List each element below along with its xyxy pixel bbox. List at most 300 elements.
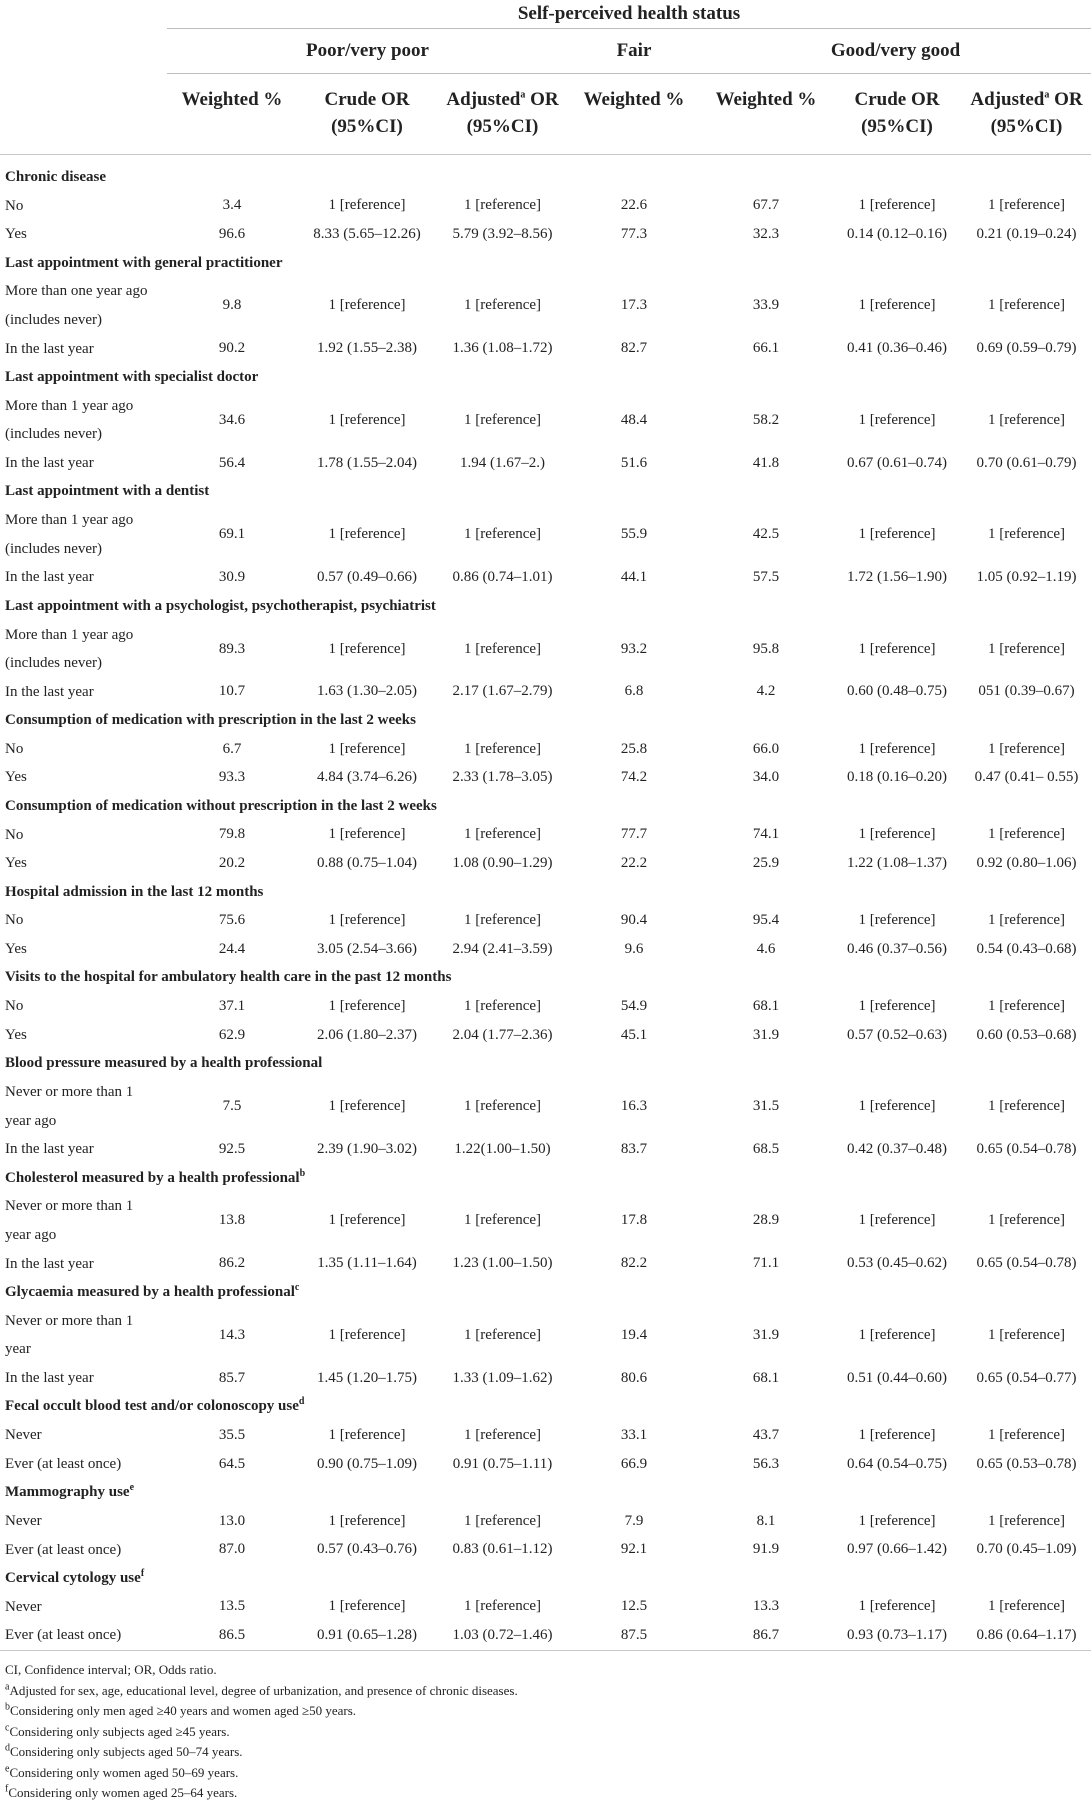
col-header-weighted — [568, 74, 700, 155]
table-cell: 31.9 — [752, 1326, 780, 1343]
row-label — [0, 1507, 167, 1536]
footnotes — [5, 1660, 1085, 1804]
table-cell: 32.3 — [752, 225, 780, 242]
table-cell: 1 [reference] — [328, 1212, 406, 1229]
table-row — [0, 563, 1091, 592]
table-row — [0, 192, 1091, 221]
table-cell: 87.5 — [620, 1627, 648, 1644]
table-row — [0, 449, 1091, 478]
table-cell: 68.1 — [752, 998, 780, 1015]
category-title — [0, 792, 1091, 821]
table-cell: 2.17 (1.67–2.79) — [452, 683, 553, 700]
category-row — [0, 1478, 1091, 1507]
table-row — [0, 392, 1091, 449]
table-cell: 1 [reference] — [987, 297, 1065, 314]
table-cell: 1.92 (1.55–2.38) — [317, 340, 417, 357]
table-cell: 13.5 — [218, 1598, 246, 1615]
table-cell: 2.94 (2.41–3.59) — [452, 940, 553, 957]
row-label — [0, 1364, 167, 1393]
row-label-line: In the last year — [5, 1255, 94, 1272]
footnote-marker: f — [5, 1783, 9, 1795]
table-cell: 96.6 — [218, 225, 246, 242]
table-cell: 1 [reference] — [328, 998, 406, 1015]
footnote-line — [5, 1660, 1085, 1681]
table-cell: 0.86 (0.64–1.17) — [976, 1627, 1077, 1644]
table-cell: 0.88 (0.75–1.04) — [317, 855, 417, 872]
category-title — [0, 1278, 1091, 1307]
row-label-line: (includes never) — [5, 311, 103, 328]
table-cell: 1 [reference] — [987, 912, 1065, 929]
table-cell: 25.8 — [620, 740, 648, 757]
table-cell: 1.35 (1.11–1.64) — [317, 1255, 417, 1272]
table-cell: 6.8 — [624, 683, 644, 700]
row-label — [0, 563, 167, 592]
status-header-good: Good/very good — [700, 29, 1091, 74]
table-cell: 1 [reference] — [463, 1512, 541, 1529]
category-title-text: Consumption of medication with prescription in the last 2 weeks — [5, 712, 416, 729]
table-cell: 12.5 — [620, 1598, 648, 1615]
table-row — [0, 935, 1091, 964]
table-cell: 37.1 — [218, 998, 246, 1015]
table-cell: 31.5 — [752, 1098, 780, 1115]
table-cell: 0.65 (0.54–0.78) — [976, 1255, 1077, 1272]
label-column-header — [0, 74, 167, 155]
table-cell: 0.60 (0.48–0.75) — [847, 683, 947, 700]
table-cell: 31.9 — [752, 1026, 780, 1043]
table-cell: 1 [reference] — [987, 526, 1065, 543]
table-cell: 1.08 (0.90–1.29) — [452, 855, 553, 872]
table-cell: 77.3 — [620, 225, 648, 242]
table-cell: 0.65 (0.54–0.77) — [976, 1369, 1077, 1386]
row-label-line: In the last year — [5, 569, 94, 586]
col-header-crude-line2: (95%CI) — [331, 116, 403, 137]
table-cell: 1 [reference] — [328, 640, 406, 657]
table-cell: 33.1 — [620, 1426, 648, 1443]
table-cell: 0.57 (0.52–0.63) — [847, 1026, 947, 1043]
col-header-adjusted-or — [437, 74, 568, 155]
table-cell: 24.4 — [218, 940, 246, 957]
table-cell: 0.97 (0.66–1.42) — [847, 1541, 947, 1558]
table-row — [0, 1192, 1091, 1249]
table-cell: 0.70 (0.61–0.79) — [976, 454, 1077, 471]
table-cell: 1 [reference] — [858, 1426, 936, 1443]
table-cell: 92.5 — [218, 1140, 246, 1157]
table-cell: 58.2 — [752, 411, 780, 428]
table-row — [0, 1536, 1091, 1565]
row-label — [0, 192, 167, 221]
table-cell: 1 [reference] — [328, 1598, 406, 1615]
table-cell: 1 [reference] — [987, 1326, 1065, 1343]
row-label-line: Yes — [5, 1026, 27, 1043]
table-cell: 9.8 — [222, 297, 242, 314]
table-cell: 0.65 (0.53–0.78) — [976, 1455, 1077, 1472]
table-cell: 1 [reference] — [858, 297, 936, 314]
category-title — [0, 878, 1091, 907]
table-cell: 13.0 — [218, 1512, 246, 1529]
category-title — [0, 592, 1091, 621]
col-header-adjusted-line1b: OR — [525, 89, 559, 110]
category-title — [0, 155, 1091, 192]
row-label — [0, 821, 167, 850]
table-cell: 4.84 (3.74–6.26) — [317, 769, 417, 786]
category-title — [0, 249, 1091, 278]
table-cell: 1 [reference] — [328, 197, 406, 214]
table-cell: 1 [reference] — [858, 411, 936, 428]
category-title-text: Glycaemia measured by a health professional — [5, 1283, 295, 1300]
table-cell: 1 [reference] — [987, 1212, 1065, 1229]
col-header-crude-line2: (95%CI) — [861, 116, 933, 137]
row-label — [0, 1593, 167, 1622]
footnote-text: Considering only subjects aged 50–74 years. — [10, 1744, 243, 1759]
row-label-line: In the last year — [5, 1369, 94, 1386]
table-cell: 33.9 — [752, 297, 780, 314]
table-cell: 051 (0.39–0.67) — [978, 683, 1075, 700]
category-title-text: Last appointment with a dentist — [5, 483, 210, 500]
table-cell: 79.8 — [218, 826, 246, 843]
category-title-text: Consumption of medication without prescription in the last 2 weeks — [5, 797, 437, 814]
row-label-line: (includes never) — [5, 426, 103, 443]
category-row — [0, 1393, 1091, 1422]
category-title-text: Last appointment with a psychologist, psychotherapist, psychiatrist — [5, 597, 436, 614]
category-row — [0, 1278, 1091, 1307]
footnote-marker: c — [5, 1722, 10, 1734]
row-label — [0, 220, 167, 249]
footnote-line — [5, 1722, 1085, 1743]
category-title-text: Cervical cytology use — [5, 1569, 141, 1586]
footnote-marker: e — [5, 1763, 10, 1775]
table-cell: 1 [reference] — [463, 297, 541, 314]
table-cell: 68.5 — [752, 1140, 780, 1157]
table-cell: 69.1 — [218, 526, 246, 543]
table-row — [0, 763, 1091, 792]
row-label — [0, 1021, 167, 1050]
table-cell: 0.70 (0.45–1.09) — [976, 1541, 1077, 1558]
footnote-line — [5, 1701, 1085, 1722]
footnote-text: Considering only women aged 50–69 years. — [9, 1764, 239, 1780]
table-row — [0, 992, 1091, 1021]
table-row — [0, 1593, 1091, 1622]
table-cell: 92.1 — [620, 1541, 648, 1558]
table-cell: 68.1 — [752, 1369, 780, 1386]
table-cell: 7.9 — [624, 1512, 644, 1529]
table-cell: 1 [reference] — [463, 826, 541, 843]
table-cell: 1 [reference] — [463, 998, 541, 1015]
table-cell: 1 [reference] — [987, 740, 1065, 757]
table-cell: 1.23 (1.00–1.50) — [452, 1255, 553, 1272]
table-row — [0, 1364, 1091, 1393]
table-row — [0, 1421, 1091, 1450]
table-cell: 3.4 — [222, 197, 242, 214]
table-cell: 93.3 — [218, 769, 246, 786]
table-cell: 90.2 — [218, 340, 246, 357]
row-label — [0, 849, 167, 878]
table-cell: 0.60 (0.53–0.68) — [976, 1026, 1077, 1043]
table-cell: 85.7 — [218, 1369, 246, 1386]
category-title — [0, 1393, 1091, 1422]
table-row — [0, 1078, 1091, 1135]
table-cell: 1 [reference] — [328, 1098, 406, 1115]
table-cell: 89.3 — [218, 640, 246, 657]
row-label-line: More than 1 year ago — [5, 397, 134, 414]
table-cell: 91.9 — [752, 1541, 780, 1558]
row-label-line: Never — [5, 1427, 42, 1444]
table-row — [0, 277, 1091, 334]
table-cell: 1.45 (1.20–1.75) — [317, 1369, 417, 1386]
table-cell: 57.5 — [752, 569, 780, 586]
category-row — [0, 792, 1091, 821]
group-header: Self-perceived health status — [167, 0, 1091, 29]
row-label — [0, 1621, 167, 1650]
footnote-marker: a — [520, 89, 526, 101]
table-row — [0, 1450, 1091, 1479]
category-row — [0, 363, 1091, 392]
category-row — [0, 878, 1091, 907]
category-title-text: Chronic disease — [5, 168, 106, 185]
table-cell: 1 [reference] — [858, 912, 936, 929]
table-cell: 0.42 (0.37–0.48) — [847, 1140, 947, 1157]
row-label-line: No — [5, 998, 24, 1015]
footnote-marker: a — [5, 1681, 10, 1693]
row-label-line: No — [5, 197, 24, 214]
table-cell: 54.9 — [620, 998, 648, 1015]
table-cell: 10.7 — [218, 683, 246, 700]
row-label — [0, 1135, 167, 1164]
row-label-line: In the last year — [5, 1141, 94, 1158]
row-label-line: No — [5, 826, 24, 843]
category-row — [0, 249, 1091, 278]
category-row — [0, 592, 1091, 621]
table-cell: 1.63 (1.30–2.05) — [317, 683, 417, 700]
row-label — [0, 992, 167, 1021]
table-cell: 1 [reference] — [858, 1326, 936, 1343]
table-cell: 51.6 — [620, 454, 648, 471]
category-title-text: Hospital admission in the last 12 months — [5, 883, 264, 900]
footnote-marker: d — [5, 1742, 10, 1754]
table-cell: 64.5 — [218, 1455, 246, 1472]
row-label-line: Never or more than 1 — [5, 1312, 134, 1329]
table-cell: 1 [reference] — [463, 526, 541, 543]
category-title — [0, 1564, 1091, 1593]
row-label-line: year ago — [5, 1226, 57, 1243]
table-cell: 45.1 — [620, 1026, 648, 1043]
table-cell: 56.3 — [752, 1455, 780, 1472]
table-row — [0, 821, 1091, 850]
table-cell: 0.21 (0.19–0.24) — [976, 225, 1077, 242]
footnote-marker: f — [140, 1567, 145, 1579]
table-cell: 0.65 (0.54–0.78) — [976, 1140, 1077, 1157]
table-cell: 0.51 (0.44–0.60) — [847, 1369, 947, 1386]
table-cell: 2.33 (1.78–3.05) — [452, 769, 553, 786]
table-cell: 80.6 — [620, 1369, 648, 1386]
row-label — [0, 735, 167, 764]
table-cell: 34.6 — [218, 411, 246, 428]
status-header-poor: Poor/very poor — [167, 29, 568, 74]
table-cell: 1 [reference] — [463, 640, 541, 657]
table-cell: 1 [reference] — [463, 1212, 541, 1229]
table-cell: 1 [reference] — [987, 1426, 1065, 1443]
category-title — [0, 1164, 1091, 1193]
table-cell: 2.39 (1.90–3.02) — [317, 1140, 417, 1157]
table-cell: 20.2 — [218, 855, 246, 872]
table-cell: 1 [reference] — [987, 826, 1065, 843]
footnote-marker: d — [298, 1396, 305, 1408]
row-label-line: No — [5, 740, 24, 757]
table-cell: 0.18 (0.16–0.20) — [847, 769, 947, 786]
table-cell: 1 [reference] — [987, 1512, 1065, 1529]
table-cell: 0.64 (0.54–0.75) — [847, 1455, 947, 1472]
col-header-crude-line1: Crude OR — [324, 89, 410, 110]
row-label-line: Never or more than 1 — [5, 1198, 134, 1215]
table-cell: 66.1 — [752, 340, 780, 357]
table-cell: 8.1 — [756, 1512, 776, 1529]
table-cell: 1.22 (1.08–1.37) — [847, 855, 947, 872]
category-title — [0, 706, 1091, 735]
category-row — [0, 478, 1091, 507]
category-title-text: Cholesterol measured by a health professional — [5, 1169, 300, 1186]
table-cell: 93.2 — [620, 640, 648, 657]
table-row — [0, 1135, 1091, 1164]
col-header-crude-or — [832, 74, 962, 155]
table-cell: 22.2 — [620, 855, 648, 872]
category-title-text: Visits to the hospital for ambulatory health care in the past 12 months — [5, 969, 452, 986]
table-cell: 1 [reference] — [328, 297, 406, 314]
table-cell: 0.92 (0.80–1.06) — [976, 855, 1077, 872]
row-label-line: More than one year ago — [5, 283, 148, 300]
row-label — [0, 1250, 167, 1279]
table-cell: 19.4 — [620, 1326, 648, 1343]
category-row — [0, 706, 1091, 735]
table-cell: 0.83 (0.61–1.12) — [452, 1541, 553, 1558]
table-cell: 56.4 — [218, 454, 246, 471]
status-header-fair: Fair — [568, 29, 700, 74]
table-cell: 1 [reference] — [858, 1512, 936, 1529]
table-cell: 0.91 (0.65–1.28) — [317, 1627, 417, 1644]
table-cell: 4.6 — [756, 940, 776, 957]
table-cell: 1 [reference] — [987, 411, 1065, 428]
category-row — [0, 1564, 1091, 1593]
table-cell: 86.2 — [218, 1255, 246, 1272]
row-label-line: (includes never) — [5, 540, 103, 557]
table-row — [0, 1507, 1091, 1536]
table-cell: 0.67 (0.61–0.74) — [847, 454, 947, 471]
footnote-line — [5, 1681, 1085, 1702]
table-cell: 0.57 (0.43–0.76) — [317, 1541, 417, 1558]
category-title — [0, 964, 1091, 993]
table-cell: 1.36 (1.08–1.72) — [452, 340, 553, 357]
table-cell: 0.14 (0.12–0.16) — [847, 225, 947, 242]
table-cell: 3.05 (2.54–3.66) — [317, 940, 417, 957]
table-cell: 1 [reference] — [463, 1326, 541, 1343]
row-label-line: Never — [5, 1598, 42, 1615]
row-label-line: Yes — [5, 941, 27, 958]
category-row — [0, 1049, 1091, 1078]
table-cell: 30.9 — [218, 569, 246, 586]
table-cell: 13.3 — [752, 1598, 780, 1615]
table-cell: 0.54 (0.43–0.68) — [976, 940, 1077, 957]
row-label-line: More than 1 year ago — [5, 626, 134, 643]
col-header-crude-or — [297, 74, 437, 155]
table-cell: 86.5 — [218, 1627, 246, 1644]
footnote-text: Adjusted for sex, age, educational level, degree of urbanization, and presence of chronic diseases. — [9, 1682, 518, 1698]
footnote-text: Considering only women aged 25–64 years. — [8, 1785, 238, 1800]
row-label — [0, 506, 167, 563]
table-cell: 0.93 (0.73–1.17) — [847, 1627, 947, 1644]
table-cell: 28.9 — [752, 1212, 780, 1229]
table-cell: 1 [reference] — [858, 1098, 936, 1115]
row-label-line: No — [5, 912, 24, 929]
col-header-adjusted-line1b: OR — [1049, 89, 1083, 110]
row-label-line: Ever (at least once) — [5, 1627, 122, 1644]
row-label-line: More than 1 year ago — [5, 512, 134, 529]
table-cell: 1 [reference] — [858, 826, 936, 843]
table-cell: 25.9 — [752, 855, 780, 872]
row-label-line: Never or more than 1 — [5, 1084, 134, 1100]
table-cell: 1 [reference] — [858, 740, 936, 757]
category-title — [0, 363, 1091, 392]
table-cell: 34.0 — [752, 769, 780, 786]
table-cell: 14.3 — [218, 1326, 246, 1343]
table-row — [0, 1250, 1091, 1279]
table-cell: 1 [reference] — [463, 740, 541, 757]
table-row — [0, 1307, 1091, 1364]
table-cell: 8.33 (5.65–12.26) — [313, 225, 421, 242]
category-row — [0, 1164, 1091, 1193]
row-label-line: Yes — [5, 855, 27, 872]
table-cell: 41.8 — [752, 454, 780, 471]
table-cell: 48.4 — [620, 411, 648, 428]
col-header-adjusted-line2: (95%CI) — [990, 116, 1063, 137]
table-cell: 1 [reference] — [463, 1426, 541, 1443]
table-cell: 1 [reference] — [987, 1098, 1065, 1115]
table-cell: 17.3 — [620, 297, 648, 314]
footnote-line — [5, 1783, 1085, 1804]
row-label-line: Yes — [5, 226, 27, 243]
table-cell: 1 [reference] — [463, 1098, 541, 1115]
table-cell: 1.33 (1.09–1.62) — [452, 1369, 553, 1386]
table-cell: 35.5 — [218, 1426, 246, 1443]
table-cell: 0.41 (0.36–0.46) — [847, 340, 947, 357]
table-cell: 0.91 (0.75–1.11) — [452, 1455, 553, 1472]
table-cell: 55.9 — [620, 526, 648, 543]
table-cell: 1 [reference] — [858, 1598, 936, 1615]
footnote-marker: b — [5, 1701, 10, 1713]
category-title-text: Last appointment with specialist doctor — [5, 368, 259, 385]
footnote-text: CI, Confidence interval; OR, Odds ratio. — [5, 1662, 217, 1677]
table-cell: 1 [reference] — [328, 1426, 406, 1443]
category-title-text: Last appointment with general practitioner — [5, 254, 283, 271]
table-row — [0, 335, 1091, 364]
table-cell: 77.7 — [620, 826, 648, 843]
table-cell: 1.05 (0.92–1.19) — [976, 569, 1077, 586]
footnote-marker: e — [129, 1482, 135, 1494]
table-cell: 2.06 (1.80–2.37) — [317, 1026, 417, 1043]
table-cell: 1 [reference] — [987, 640, 1065, 657]
row-label — [0, 335, 167, 364]
table-cell: 71.1 — [752, 1255, 780, 1272]
col-header-crude-line1: Crude OR — [854, 89, 940, 110]
table-cell: 13.8 — [218, 1212, 246, 1229]
table-cell: 87.0 — [218, 1541, 246, 1558]
col-header-weighted-text: Weighted % — [583, 89, 685, 110]
row-label — [0, 1078, 167, 1135]
col-header-weighted-text: Weighted % — [715, 89, 817, 110]
table-cell: 1 [reference] — [328, 411, 406, 428]
row-label — [0, 906, 167, 935]
table-cell: 6.7 — [222, 740, 242, 757]
table-cell: 74.1 — [752, 826, 780, 843]
col-header-weighted-text: Weighted % — [181, 89, 283, 110]
row-label-line: Never — [5, 1512, 42, 1529]
